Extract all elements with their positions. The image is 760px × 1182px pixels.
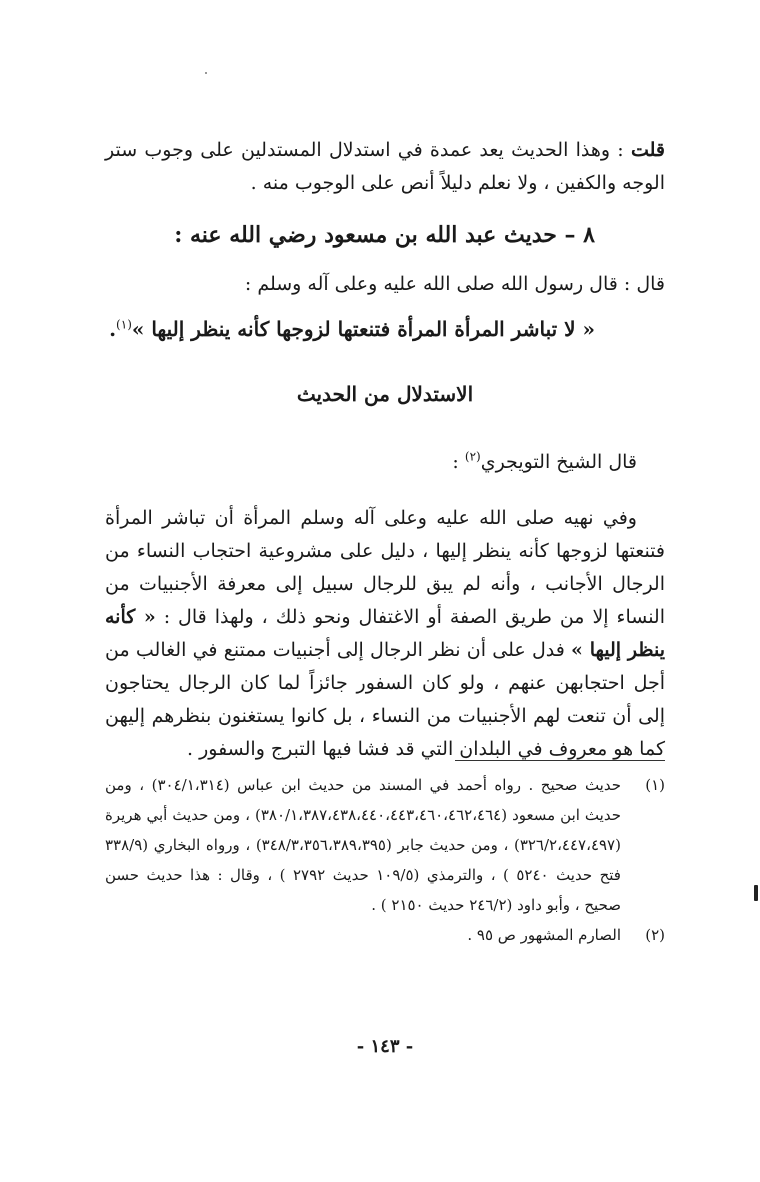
paragraph-text: : وهذا الحديث يعد عمدة في استدلال المستدلين على وجوب ستر الوجه والكفين ، ولا نعلم دليلاً أنص على الوجوب منه . <box>105 139 665 194</box>
footnote-number: (١) <box>645 776 665 794</box>
attribution-line <box>105 446 665 479</box>
hadith-end: . <box>109 317 117 341</box>
scan-speck <box>205 72 207 74</box>
paragraph-conclusion <box>105 134 665 200</box>
footnote-ref-1: (١) <box>116 317 132 332</box>
attribution-text: قال الشيخ التويجري <box>480 451 637 473</box>
footnote-1 <box>105 770 665 920</box>
paragraph-inference <box>105 502 665 766</box>
inference-quote: « كأنه ينظر إليها » <box>105 606 665 661</box>
footnote-text: الصارم المشهور ص ٩٥ . <box>467 926 621 944</box>
hadith-heading: ٨ – حديث عبد الله بن مسعود رضي الله عنه : <box>174 222 595 248</box>
hadith-intro: قال : قال رسول الله صلى الله عليه وعلى آله وسلم : <box>244 273 665 295</box>
book-page <box>105 0 665 1182</box>
hadith-text <box>105 312 665 346</box>
inference-part-1: وفي نهيه صلى الله عليه وعلى آله وسلم المرأة أن تباشر المرأة فتنعتها لزوجها كأنه ينظر إليها ، دليل على مشروعية احتجاب النساء من الرجال الأجانب ، وأنه لم يبق للرجال سبيل إلى معرفة الأجنبيات من النساء إلا من طريق الصفة أو الاغتفال ونحو ذلك ، ولهذا قال : <box>105 507 665 628</box>
hadith-quote: « لا تباشر المرأة المرأة فتنعتها لزوجها كأنه ينظر إليها » <box>131 317 595 341</box>
page-number: - ١٤٣ - <box>356 1036 414 1057</box>
section-title: الاستدلال من الحديث <box>296 382 474 406</box>
footnote-number: (٢) <box>645 926 665 944</box>
footnote-2 <box>105 920 665 950</box>
footnote-text: حديث صحيح . رواه أحمد في المسند من حديث ابن عباس (٣٠٤/١،٣١٤) ، ومن حديث ابن مسعود (٣٨٠/١،٣٨٧،٤٣٨،٤٤٠،٤٤٣،٤٦٠،٤٦٢،٤٦٤) ، ومن حديث أبي هريرة (٣٢٦/٢،٤٤٧،٤٩٧) ، ومن حديث جابر (٣٤٨/٣،٣٥٦،٣٨٩،٣٩٥) ، ورواه البخاري (٣٣٨/٩ فتح حديث ٥٢٤٠ ) ، والترمذي (١٠٩/٥ حديث ٢٧٩٢ ) ، وقال : هذا حديث حسن صحيح ، وأبو داود (٢٤٦/٢ حديث ٢١٥٠ ) . <box>105 776 622 914</box>
footnotes <box>105 770 665 950</box>
paragraph-lead-word: قلت <box>630 139 665 161</box>
footnote-ref-2: (٢) <box>464 449 481 464</box>
attribution-end: : <box>452 451 465 473</box>
footnote-divider <box>455 760 665 761</box>
scan-edge-mark <box>754 885 758 901</box>
inference-part-2: فدل على أن نظر الرجال إلى أجنبيات ممتنع في الغالب من أجل احتجابهن عنهم ، ولو كان السفور جائزاً لما كان الرجال يحتاجون إلى أن تنعت لهم الأجنبيات من النساء ، بل كانوا يستغنون بنظرهم إليهن كما هو معروف في البلدان التي قد فشا فيها التبرج والسفور . <box>105 639 665 760</box>
